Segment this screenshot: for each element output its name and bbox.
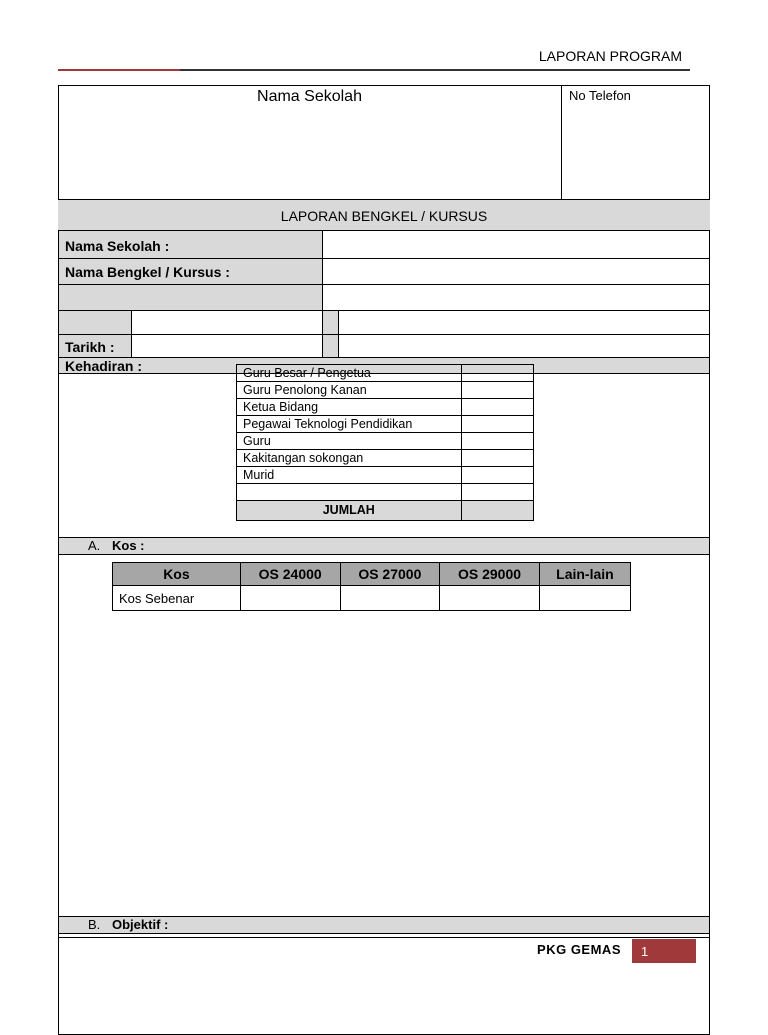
section-a-band [59,537,709,555]
section-a-title: Kos : [112,538,145,553]
attendance-total-cell[interactable] [461,501,533,521]
table-row [237,467,534,484]
header-rule-accent [58,69,180,71]
attendance-role: Kakitangan sokongan [237,450,462,467]
cost-table-header [113,563,631,586]
school-name-heading: Nama Sekolah [257,88,362,105]
date-label: Tarikh : [65,339,115,355]
cost-value-cell[interactable] [539,586,630,611]
attendance-role: Murid [237,467,462,484]
section-b-rule [58,937,710,938]
attendance-role: Guru Penolong Kanan [237,382,462,399]
cost-value-cell[interactable] [440,586,540,611]
cost-value-cell[interactable] [340,586,440,611]
attendance-total-label: JUMLAH [237,501,462,521]
page-number-badge: 1 [632,939,696,963]
document-header-title: LAPORAN PROGRAM [538,48,682,64]
table-row [237,450,534,467]
extra-info-field[interactable] [323,285,709,310]
attendance-count-cell[interactable] [461,484,533,501]
attendance-count-cell[interactable] [461,416,533,433]
school-name-label: Nama Sekolah : [65,238,170,254]
table-row [237,365,534,382]
table-row [237,484,534,501]
cost-row-label: Kos Sebenar [113,586,241,611]
form-row-line [58,310,710,311]
attendance-count-cell[interactable] [461,382,533,399]
table-row [237,399,534,416]
header-rule [180,69,690,71]
table-row [237,433,534,450]
attendance-role: Pegawai Teknologi Pendidikan [237,416,462,433]
attendance-label: Kehadiran : [65,358,143,374]
workshop-name-field[interactable] [323,259,709,284]
attendance-count-cell[interactable] [461,450,533,467]
section-a-letter: A. [88,538,101,553]
cost-header-cell: OS 27000 [340,563,440,586]
cost-table [112,562,631,611]
date-extra-field[interactable] [339,335,709,357]
cost-header-cell: OS 29000 [440,563,540,586]
attendance-table [236,364,534,521]
cost-header-cell: OS 24000 [240,563,340,586]
attendance-role: Guru Besar / Pengetua [237,365,462,382]
cost-header-cell: Kos [113,563,241,586]
footer-label: PKG GEMAS [537,942,621,957]
date-field[interactable] [132,335,322,357]
section-b-title: Objektif : [112,917,169,932]
attendance-count-cell[interactable] [461,365,533,382]
report-section-title: LAPORAN BENGKEL / KURSUS [280,208,488,224]
attendance-role: Guru [237,433,462,450]
cost-value-cell[interactable] [240,586,340,611]
workshop-name-label: Nama Bengkel / Kursus : [65,264,230,280]
cost-header-cell: Lain-lain [539,563,630,586]
attendance-total-row [237,501,534,521]
top-box-divider [561,85,562,199]
attendance-count-cell[interactable] [461,467,533,484]
attendance-role [237,484,462,501]
table-row [237,416,534,433]
attendance-count-cell[interactable] [461,399,533,416]
attendance-role: Ketua Bidang [237,399,462,416]
table-row [113,586,631,611]
attendance-count-cell[interactable] [461,433,533,450]
section-b-letter: B. [88,917,101,932]
phone-label: No Telefon [569,88,631,103]
school-name-field[interactable] [323,232,709,258]
table-row [237,382,534,399]
